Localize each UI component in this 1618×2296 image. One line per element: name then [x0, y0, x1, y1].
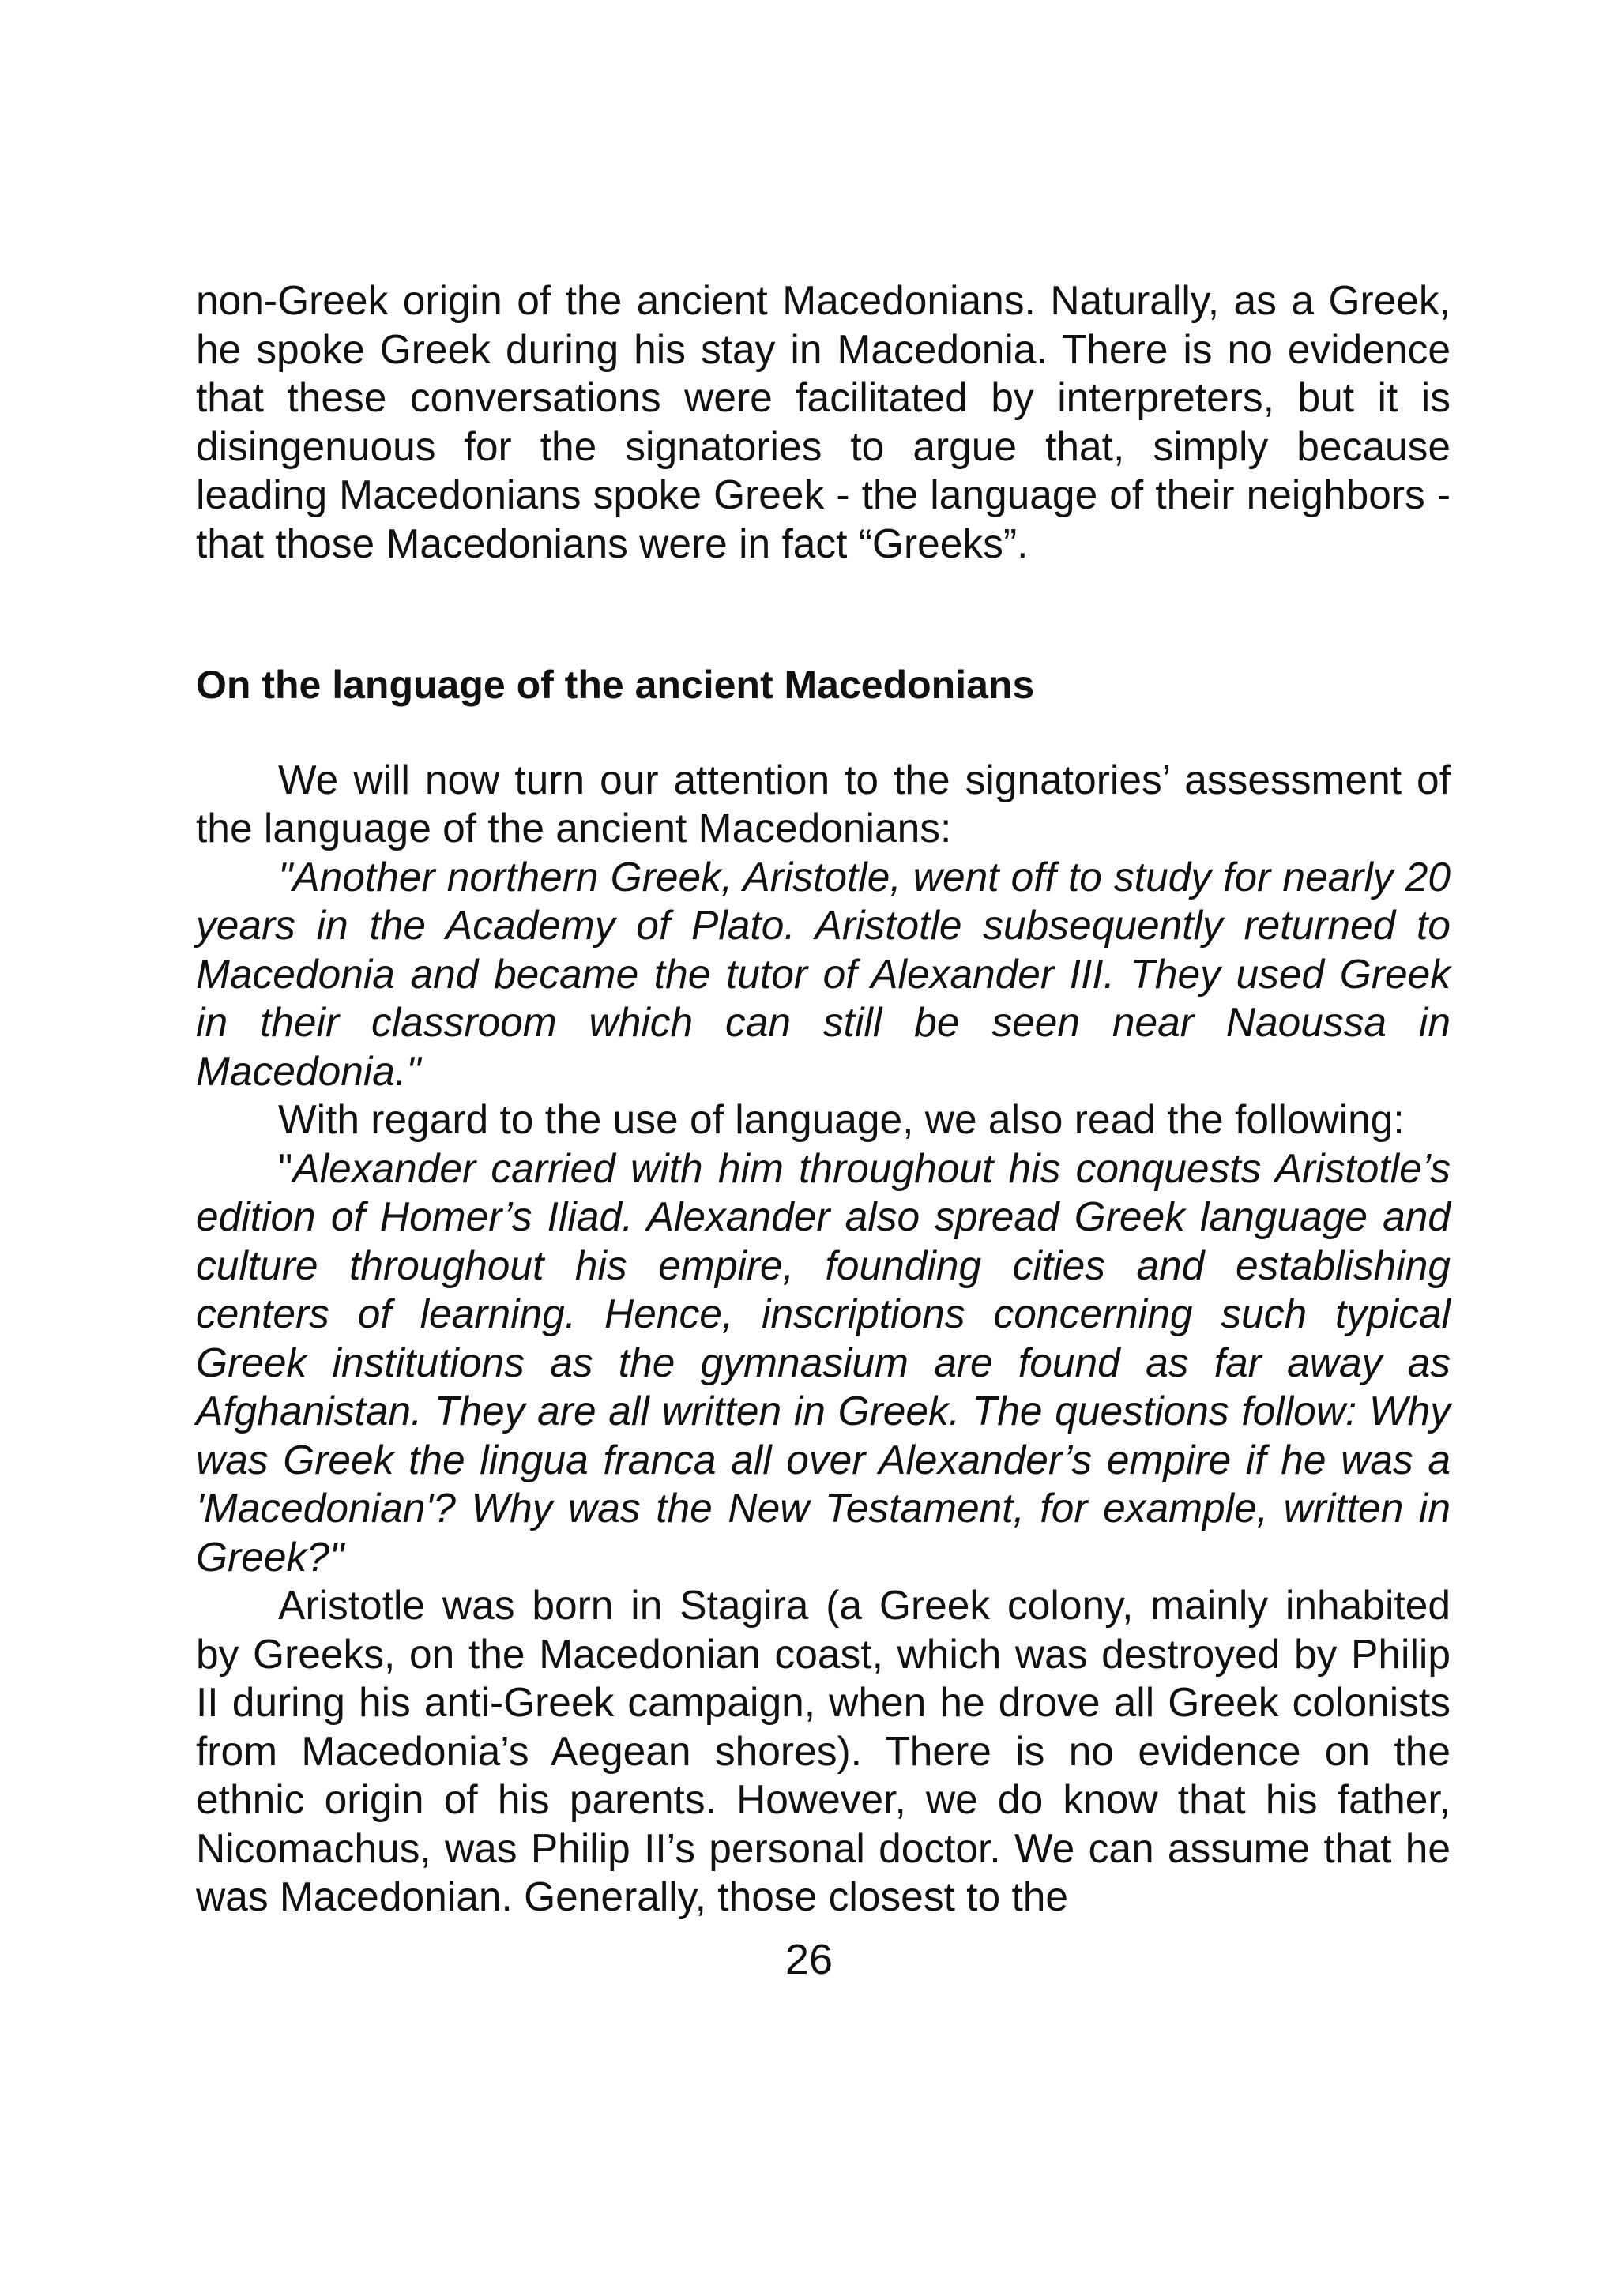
- aristotle-paragraph: Aristotle was born in Stagira (a Greek colony, mainly inhabited by Greeks, on the Macedonian coast, which was destroyed by Philip II during his anti-Greek campaign, when he drove all Greek colonists from Macedonia’s Aegean shores). There is no evidence on the ethnic origin of his parents. However, we do know that his father, Nicomachus, was Philip II’s personal doctor. We can assume that he was Macedonian. Generally, those closest to the: [196, 1582, 1451, 1919]
- intro-paragraph: We will now turn our attention to the signatories’ assessment of the language of the ancient Macedonians:: [196, 756, 1451, 851]
- quote-paragraph-1: "Another northern Greek, Aristotle, went off to study for nearly 20 years in the Academy of Plato. Aristotle subsequently returned to Macedonia and became the tutor of Alexander III. They used Greek in their classroom which can still be seen near Naoussa in Macedonia.": [196, 853, 1451, 1094]
- document-page: [196, 276, 1451, 1922]
- spacer: [196, 710, 1451, 756]
- continued-paragraph: non-Greek origin of the ancient Macedonians. Naturally, as a Greek, he spoke Greek during his stay in Macedonia. There is no evidence that these conversations were facilitated by interpreters, but it is disingenuous for the signatories to argue that, simply because leading Macedonians spoke Greek - the language of their neighbors - that those Macedonians were in fact “Greeks”.: [196, 277, 1451, 566]
- regard-paragraph: With regard to the use of language, we also read the following:: [278, 1096, 1405, 1142]
- quote-paragraph-2: [196, 1144, 1451, 1582]
- quote-open-mark: ": [278, 1144, 293, 1191]
- page-number: 26: [785, 1936, 833, 1983]
- section-heading: On the language of the ancient Macedonians: [196, 663, 1035, 707]
- spacer: [196, 568, 1451, 661]
- quote-body: Alexander carried with him throughout his conquests Aristotle’s edition of Homer’s Iliad. Alexander also spread Greek language and culture throughout his empire, founding cities and establishing centers of learning. Hence, inscriptions concerning such typical Greek institutions as the gymnasium are found as far away as Afghanistan. They are all written in Greek. The questions follow: Why was Greek the lingua franca all over Alexander’s empire if he was a 'Macedonian'? Why was the New Testament, for example, written in Greek?": [196, 1144, 1451, 1580]
